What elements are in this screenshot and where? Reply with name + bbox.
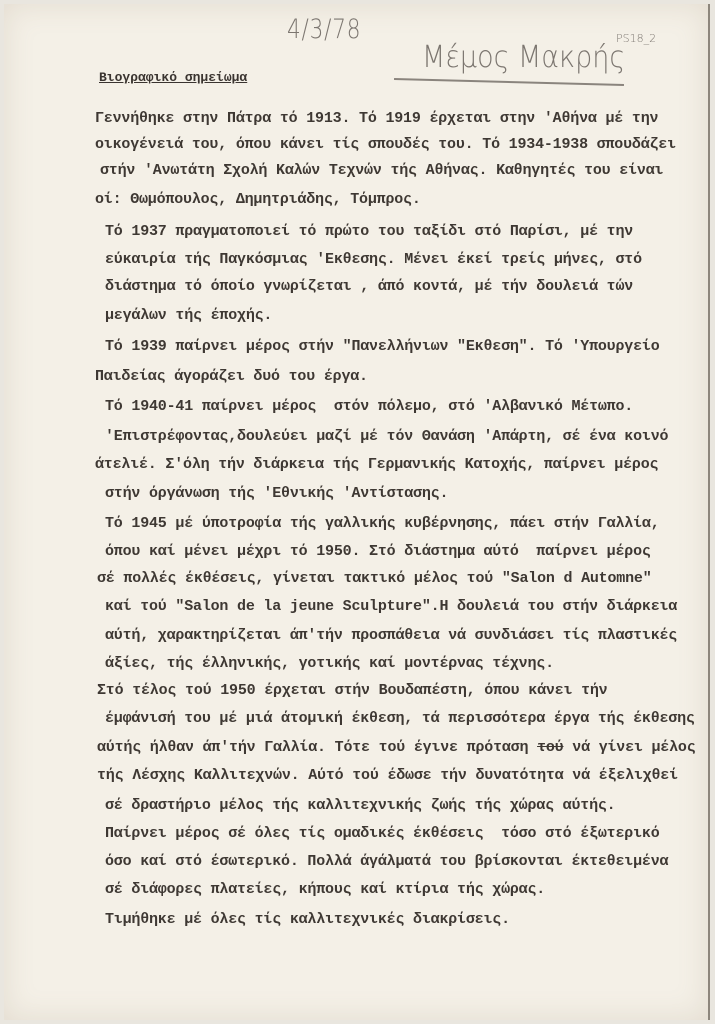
handwritten-date: 4/3/78 <box>287 14 362 45</box>
text-line: Τό 1945 μέ ύποτροφία τής γαλλικής κυβέρνησης, πάει στήν Γαλλία, <box>105 515 660 532</box>
text-line: Γεννήθηκε στην Πάτρα τό 1913. Τό 1919 έρχεται στην 'Αθήνα μέ την <box>95 110 659 127</box>
text-line: καί τού "Salon de la jeune Sculpture".Η δουλειά του στήν διάρκεια <box>105 598 678 615</box>
text-line: Παιδείας άγοράζει δυό του έργα. <box>95 368 368 385</box>
text-line: έμφάνισή του μέ μιά άτομική έκθεση, τά περισσότερα έργα τής έκθεσης <box>105 710 695 727</box>
text-line: όσο καί στό έσωτερικό. Πολλά άγάλματά του βρίσκονται έκτεθειμένα <box>105 853 669 870</box>
document-title: Βιογραφικό σημείωμα <box>99 70 248 85</box>
text-line: οικογένειά του, όπου κάνει τίς σπουδές του. Τό 1934-1938 σπουδάζει <box>95 136 676 153</box>
struck-out-word: τού <box>537 739 564 756</box>
text-line: στήν όργάνωση τής 'Εθνικής 'Αντίστασης. <box>105 485 449 502</box>
text-segment: αύτής ήλθαν άπ'τήν Γαλλία. Τότε τού έγινε πρόταση <box>97 739 538 756</box>
text-line: Παίρνει μέρος σέ όλες τίς ομαδικές έκθέσεις τόσο στό έξωτερικό <box>105 825 660 842</box>
text-line: όπου καί μένει μέχρι τό 1950. Στό διάστημα αύτό παίρνει μέρος <box>105 543 651 560</box>
text-line: οί: Θωμόπουλος, Δημητριάδης, Τόμπρος. <box>95 191 421 208</box>
text-line: σέ πολλές έκθέσεις, γίνεται τακτικό μέλος τού "Salon d Automne" <box>97 570 652 587</box>
text-line: Τό 1937 πραγματοποιεί τό πρώτο του ταξίδι στό Παρίσι, μέ την <box>105 223 634 240</box>
text-line: τής Λέσχης Καλλιτεχνών. Αύτό τού έδωσε τήν δυνατότητα νά έξελιχθεί <box>97 767 678 784</box>
reference-code: PS18_2 <box>616 32 657 45</box>
text-line: εύκαιρία τής Παγκόσμιας 'Εκθεσης. Μένει έκεί τρείς μήνες, στό <box>105 251 642 268</box>
text-line: Στό τέλος τού 1950 έρχεται στήν Βουδαπέστη, όπου κάνει τήν <box>97 682 608 699</box>
text-segment: νά γίνει μέλος <box>563 739 696 756</box>
text-line: άτελιέ. Σ'όλη τήν διάρκεια τής Γερμανικής Κατοχής, παίρνει μέρος <box>95 456 659 473</box>
text-line: 'Επιστρέφοντας,δουλεύει μαζί μέ τόν Θανάση 'Απάρτη, σέ ένα κοινό <box>105 428 669 445</box>
text-line: Τό 1939 παίρνει μέρος στήν "Πανελλήνιων "Εκθεση". Τό 'Υπουργείο <box>105 338 660 355</box>
text-line: Τιμήθηκε μέ όλες τίς καλλιτεχνικές διακρίσεις. <box>105 911 510 928</box>
text-line: διάστημα τό όποίο γνωρίζεται , άπό κοντά, μέ τήν δουλειά τών <box>105 278 634 295</box>
text-line: άξίες, τής έλληνικής, γοτικής καί μοντέρνας τέχνης. <box>105 655 554 672</box>
text-line: αύτή, χαρακτηρίζεται άπ'τήν προσπάθεια νά συνδιάσει τίς πλαστικές <box>105 627 678 644</box>
text-line: στήν 'Ανωτάτη Σχολή Καλών Τεχνών τής Αθήνας. Καθηγητές του είναι <box>100 162 664 179</box>
handwritten-author-name: Μέμος Μακρής <box>422 40 626 75</box>
text-line: Τό 1940-41 παίρνει μέρος στόν πόλεμο, στό 'Αλβανικό Μέτωπο. <box>105 398 634 415</box>
text-line <box>97 739 696 756</box>
document-page <box>4 4 710 1020</box>
text-line: σέ διάφορες πλατείες, κήπους καί κτίρια τής χώρας. <box>105 881 546 898</box>
text-line: μεγάλων τής έποχής. <box>105 307 273 324</box>
handwritten-underline <box>394 78 624 86</box>
text-line: σέ δραστήριο μέλος τής καλλιτεχνικής ζωής τής χώρας αύτής. <box>105 797 616 814</box>
